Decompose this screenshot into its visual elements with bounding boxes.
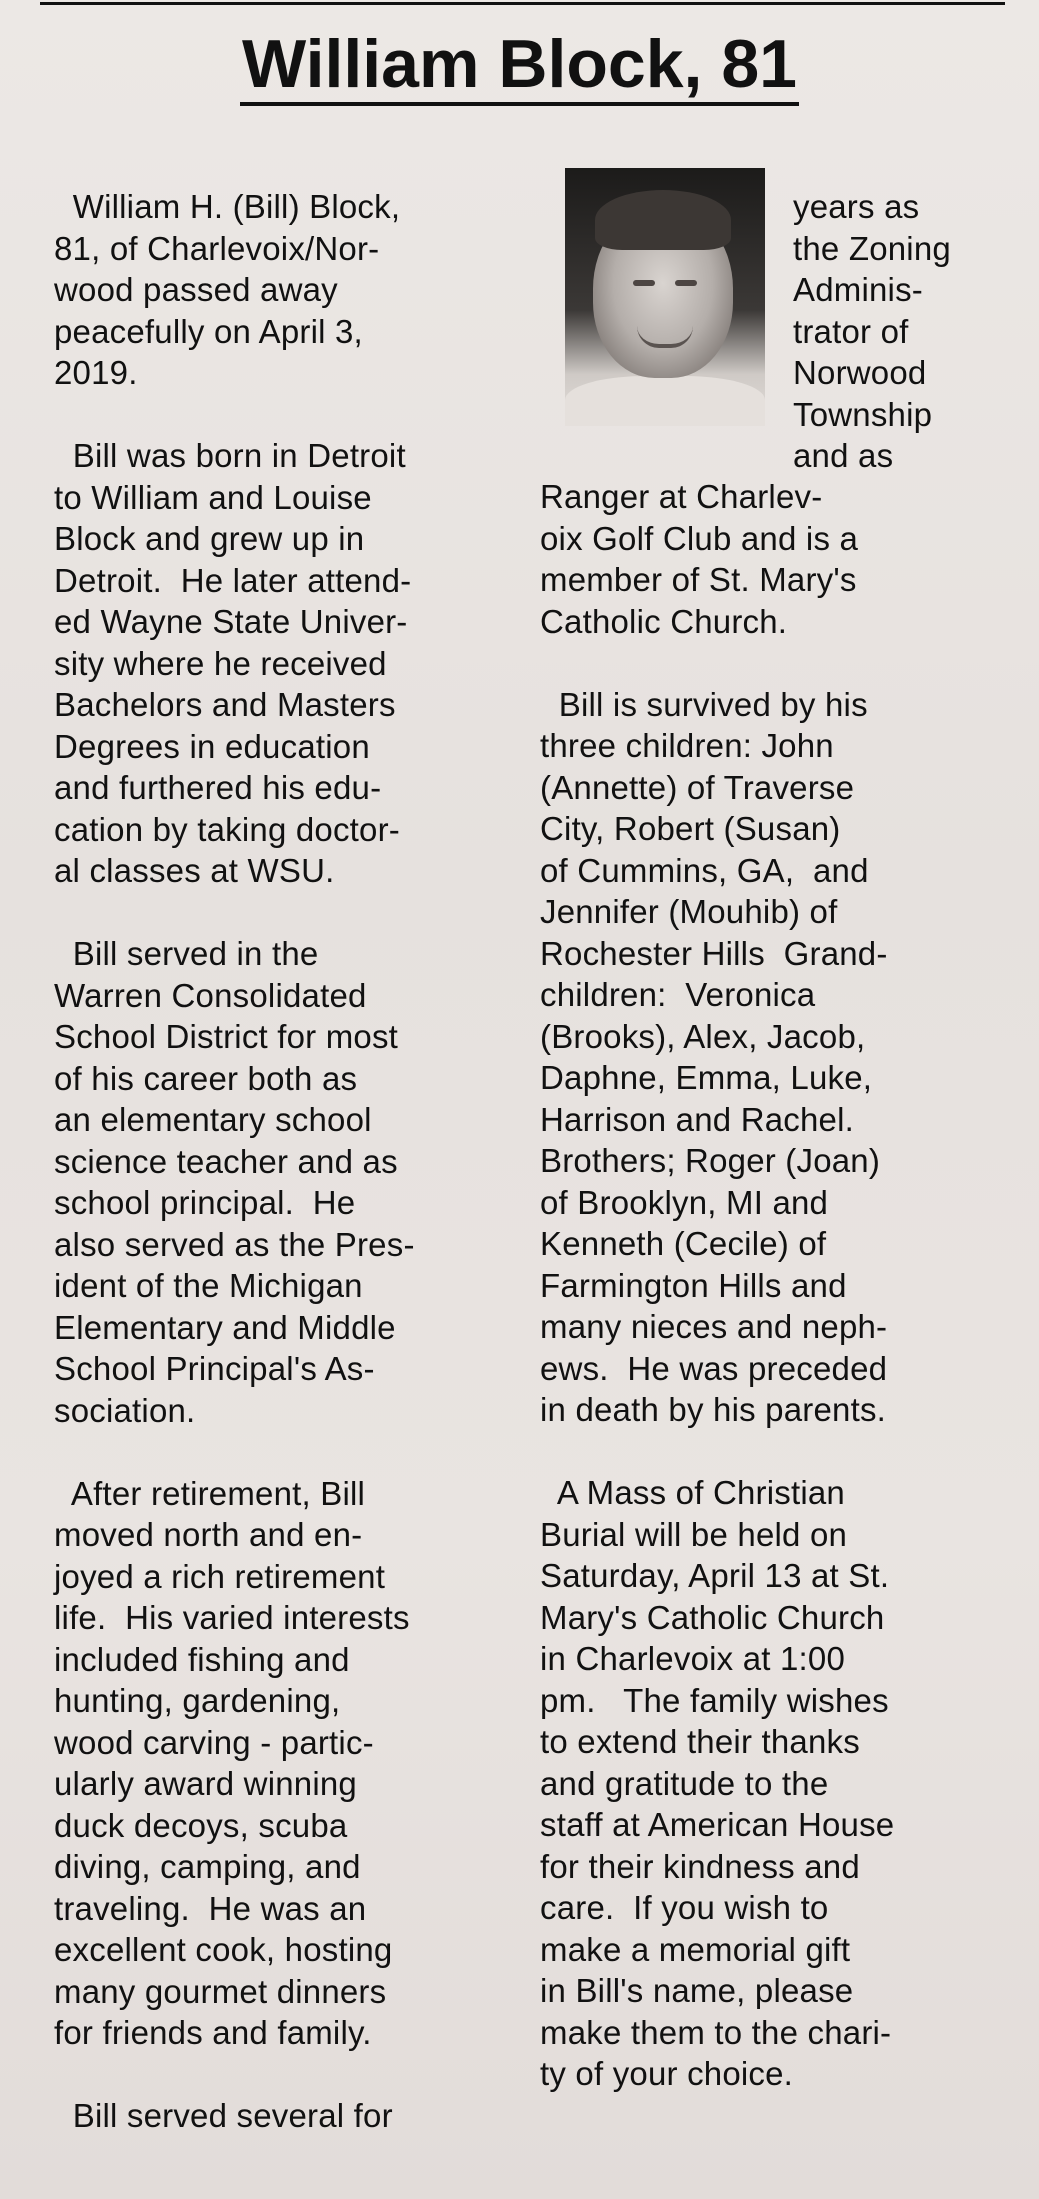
right-column-top-line: and as — [793, 437, 894, 474]
left-column-line: diving, camping, and — [54, 1848, 361, 1885]
left-column-line: school principal. He — [54, 1184, 356, 1221]
right-column-line: care. If you wish to — [540, 1889, 829, 1926]
left-column-line: al classes at WSU. — [54, 852, 335, 889]
left-column-line: Degrees in education — [54, 727, 370, 765]
right-column-line: oix Golf Club and is a — [540, 519, 859, 557]
right-column-top-line: Adminis- — [793, 271, 923, 308]
left-column-line: sity where he received — [54, 644, 387, 682]
right-column-line: Rochester Hills Grand- — [540, 934, 888, 972]
left-column-line: and furthered his edu- — [54, 769, 382, 806]
right-column-line: Jennifer (Mouhib) of — [540, 893, 838, 930]
photo-shirt — [565, 376, 765, 426]
right-column-line: make them to the chari- — [540, 2013, 892, 2051]
left-column-line: School Principal's As- — [54, 1350, 375, 1387]
right-column-line: Mary's Catholic Church — [540, 1598, 885, 1636]
right-column-line: children: Veronica — [540, 976, 816, 1013]
left-column-line: included fishing and — [54, 1640, 350, 1678]
right-column-line: Daphne, Emma, Luke, — [540, 1059, 873, 1096]
right-column-top-line: trator of — [793, 312, 909, 350]
left-column-line: After retirement, Bill — [54, 1474, 366, 1512]
right-column-line: of Cummins, GA, and — [540, 851, 869, 889]
left-column-line: an elementary school — [54, 1101, 372, 1138]
left-column-line: peacefully on April 3, — [54, 312, 363, 350]
right-column-line: in Bill's name, please — [540, 1972, 854, 2009]
left-column-line: William H. (Bill) Block, — [54, 188, 401, 225]
right-column-line — [540, 1431, 894, 1473]
left-column-line: ularly award winning — [54, 1765, 357, 1802]
left-column-line: Bill served several for — [54, 2097, 393, 2134]
right-column-line: (Brooks), Alex, Jacob, — [540, 1017, 866, 1055]
right-column-line: Harrison and Rachel. — [540, 1100, 854, 1138]
right-column-top — [793, 186, 951, 477]
left-column-line: Detroit. He later attend- — [54, 561, 412, 599]
left-column-line: ed Wayne State Univer- — [54, 603, 408, 640]
right-column-line: Farmington Hills and — [540, 1266, 847, 1304]
left-column-line: also served as the Pres- — [54, 1225, 415, 1263]
left-column-line — [54, 394, 415, 436]
right-column-line: Bill is survived by his — [540, 685, 868, 723]
headline — [0, 24, 1039, 104]
left-column-line: Elementary and Middle — [54, 1308, 396, 1346]
right-column-line: ty of your choice. — [540, 2055, 794, 2092]
left-column-line: Block and grew up in — [54, 520, 365, 557]
left-column-line: joyed a rich retirement — [54, 1557, 386, 1595]
left-column-line — [54, 1431, 415, 1473]
left-column-line: wood passed away — [54, 271, 338, 308]
left-column-line: life. His varied interests — [54, 1599, 410, 1636]
right-column-top-line: Township — [793, 395, 933, 433]
left-column-line — [54, 892, 415, 934]
left-column-line: sociation. — [54, 1391, 196, 1429]
right-column-line: Catholic Church. — [540, 602, 788, 640]
right-column-top-line: the Zoning — [793, 229, 951, 267]
right-column-line: ews. He was preceded — [540, 1349, 888, 1387]
right-column-top-line: years as — [793, 188, 920, 225]
left-column-line: many gourmet dinners — [54, 1972, 387, 2010]
left-column-line: ident of the Michigan — [54, 1267, 363, 1304]
right-column — [540, 476, 894, 2095]
left-column-line: cation by taking doctor- — [54, 810, 400, 848]
right-column-line: Ranger at Charlev- — [540, 478, 823, 515]
right-column-line: and gratitude to the — [540, 1764, 829, 1802]
right-column-line: in Charlevoix at 1:00 — [540, 1640, 846, 1677]
right-column-line: pm. The family wishes — [540, 1681, 889, 1719]
right-column-line: for their kindness and — [540, 1847, 860, 1885]
right-column-line: (Annette) of Traverse — [540, 768, 855, 806]
left-column-line — [54, 2054, 415, 2096]
left-column — [54, 186, 415, 2137]
right-column-line: three children: John — [540, 727, 834, 764]
right-column-line: City, Robert (Susan) — [540, 810, 841, 847]
left-column-line: 81, of Charlevoix/Nor- — [54, 229, 380, 267]
left-column-line: School District for most — [54, 1018, 399, 1055]
top-rule — [40, 2, 1005, 5]
right-column-line: Kenneth (Cecile) of — [540, 1225, 827, 1262]
left-column-line: duck decoys, scuba — [54, 1806, 348, 1844]
photo-hair — [595, 190, 731, 250]
left-column-line: wood carving - partic- — [54, 1723, 374, 1761]
right-column-line: Burial will be held on — [540, 1515, 848, 1553]
right-column-top-line: Norwood — [793, 354, 927, 391]
left-column-line: Bill served in the — [54, 935, 319, 972]
left-column-line: hunting, gardening, — [54, 1682, 341, 1719]
right-column-line: A Mass of Christian — [540, 1474, 845, 1511]
portrait-photo — [565, 168, 765, 426]
right-column-line: of Brooklyn, MI and — [540, 1183, 829, 1221]
right-column-line: member of St. Mary's — [540, 561, 857, 598]
headline-text: William Block, 81 — [240, 26, 799, 106]
right-column-line: in death by his parents. — [540, 1391, 887, 1428]
right-column-line: Saturday, April 13 at St. — [540, 1557, 890, 1594]
right-column-line: many nieces and neph- — [540, 1308, 888, 1345]
left-column-line: science teacher and as — [54, 1142, 398, 1180]
right-column-line: Brothers; Roger (Joan) — [540, 1142, 881, 1179]
photo-eye — [675, 280, 697, 286]
left-column-line: Bill was born in Detroit — [54, 437, 406, 474]
left-column-line: traveling. He was an — [54, 1889, 367, 1927]
left-column-line: Warren Consolidated — [54, 976, 367, 1014]
left-column-line: excellent cook, hosting — [54, 1931, 393, 1968]
left-column-line: moved north and en- — [54, 1516, 363, 1553]
right-column-line — [540, 642, 894, 684]
left-column-line: to William and Louise — [54, 478, 372, 516]
right-column-line: make a memorial gift — [540, 1930, 851, 1968]
photo-eye — [633, 280, 655, 286]
right-column-line: staff at American House — [540, 1806, 895, 1843]
left-column-line: for friends and family. — [54, 2014, 372, 2051]
right-column-line: to extend their thanks — [540, 1723, 860, 1760]
left-column-line: of his career both as — [54, 1059, 358, 1097]
left-column-line: 2019. — [54, 354, 138, 391]
left-column-line: Bachelors and Masters — [54, 686, 396, 723]
